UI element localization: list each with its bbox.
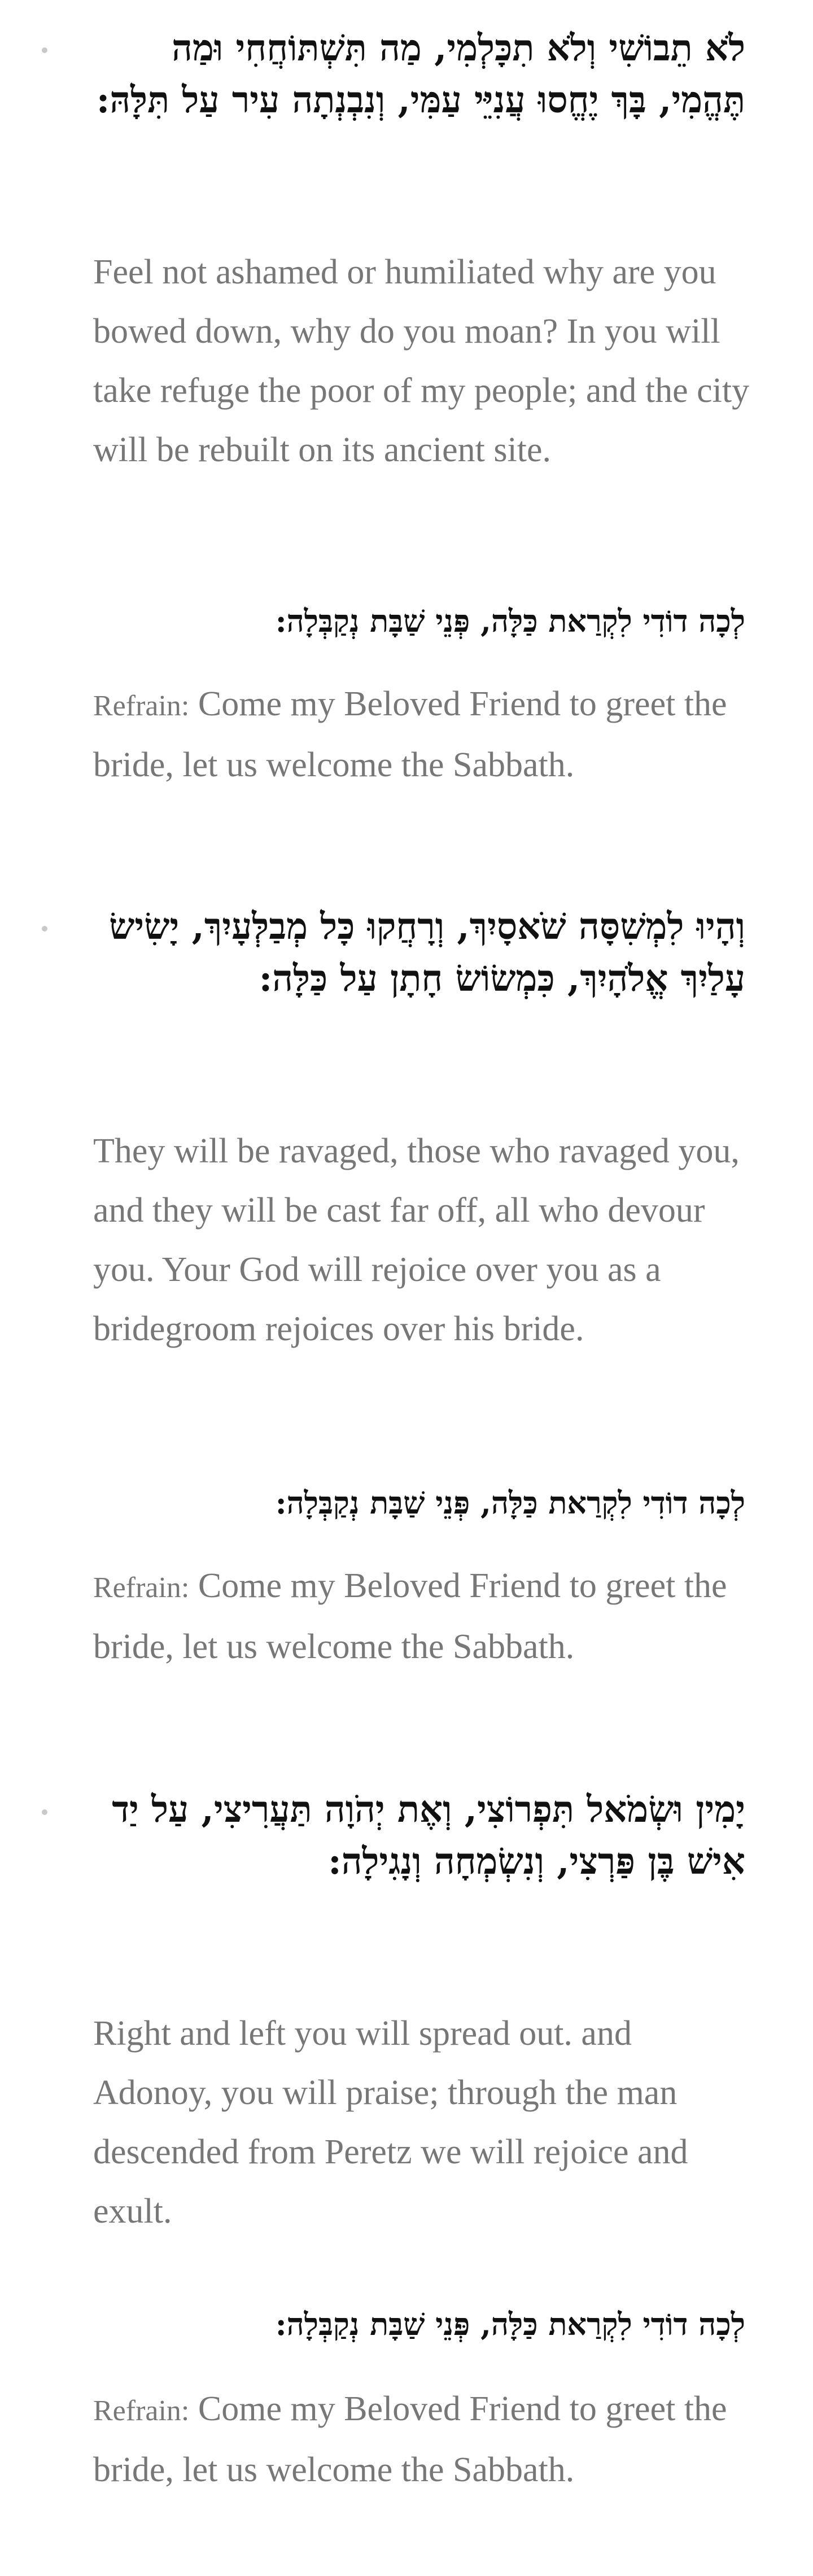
english-refrain (93, 675, 757, 795)
english-verse: They will be ravaged, those who ravaged you, and they will be cast far off, all who devour you. Your God will rejoice over you as a bridegroom rejoices over his bride. (93, 1132, 740, 1348)
hebrew-verse: וְהָיוּ לִמְשִׁסָּה שֹׁאסָיִךְ, וְרָחֲקוּ כָּל מְבַלְּעָיִךְ, יָשִׂישׂ עָלַיִךְ אֱלֹהָיִךְ, כִּמְשׂוֹשׂ חָתָן עַל כַּלָּה: (109, 906, 745, 1000)
verse-bullet-icon (42, 47, 47, 53)
refrain-text: Come my Beloved Friend to greet the bride, let us welcome the Sabbath. (93, 685, 727, 784)
refrain-label: Refrain: (93, 1572, 190, 1604)
hebrew-refrain: לְכָה דוֹדִי לִקְרַאת כַּלָּה, פְּנֵי שַׁבָּת נְקַבְּלָה: (275, 603, 745, 639)
hebrew-refrain: לְכָה דוֹדִי לִקְרַאת כַּלָּה, פְּנֵי שַׁבָּת נְקַבְּלָה: (275, 2306, 745, 2342)
refrain-text: Come my Beloved Friend to greet the bride, let us welcome the Sabbath. (93, 2390, 727, 2489)
english-verse: Feel not ashamed or humiliated why are you bowed down, why do you moan? In you will take refuge the poor of my people; and the city will be rebuilt on its ancient site. (93, 253, 750, 469)
refrain-text: Come my Beloved Friend to greet the bride, let us welcome the Sabbath. (93, 1567, 727, 1666)
hebrew-verse: יָמִין וּשְׂמֹאל תִּפְרוֹצִי, וְאֶת יְהֹוָה תַּעֲרִיצִי, עַל יַד אִישׁ בֶּן פַּרְצִי, וְנִשְׂמְחָה וְנָגִילָה: (112, 1788, 745, 1883)
verse-bullet-icon (42, 1809, 47, 1815)
hebrew-refrain: לְכָה דוֹדִי לִקְרַאת כַּלָּה, פְּנֵי שַׁבָּת נְקַבְּלָה: (275, 1485, 745, 1521)
refrain-label: Refrain: (93, 690, 190, 722)
hebrew-verse: לֹא תֵבוֹשִׁי וְלֹא תִכָּלְמִי, מַה תִּשְׁתּוֹחֲחִי וּמַה תֶּהֱמִי, בָּךְ יֶחֱסוּ עֲנִיֵּי עַמִּי, וְנִבְנְתָה עִיר עַל תִּלָּהּ: (96, 27, 745, 121)
english-refrain (93, 2380, 757, 2500)
english-refrain (93, 1556, 757, 1677)
verse-bullet-icon (42, 926, 47, 931)
refrain-label: Refrain: (93, 2395, 190, 2427)
english-verse: Right and left you will spread out. and Adonoy, you will praise; through the man descended from Peretz we will rejoice and exult. (93, 2014, 688, 2231)
